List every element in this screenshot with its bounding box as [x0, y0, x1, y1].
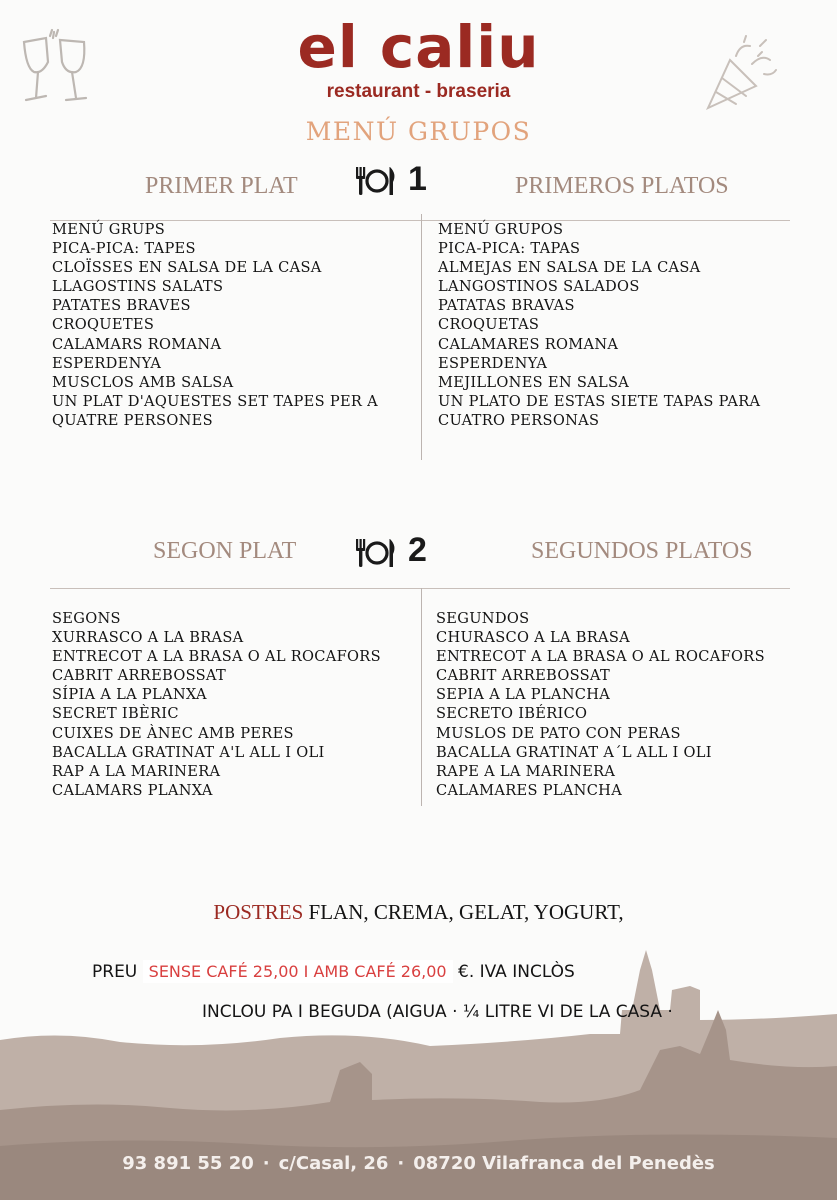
course2-number: 2 [408, 531, 427, 569]
course1-number: 1 [408, 160, 427, 198]
menu-item: LANGOSTINOS SALADOS [438, 278, 640, 296]
price-prefix: PREU [92, 962, 138, 982]
menu-item: CALAMARES ROMANA [438, 335, 619, 353]
menu-item: PICA-PICA: TAPES [52, 240, 196, 258]
menu-item: CUATRO PERSONAS [438, 411, 600, 429]
menu-item: RAPE A LA MARINERA [436, 762, 616, 780]
menu-item: MUSCLOS AMB SALSA [52, 373, 234, 391]
menu-item: CUIXES DE ÀNEC AMB PERES [52, 724, 294, 742]
course2-heading-ca: SEGON PLAT [153, 538, 297, 564]
menu-item: CALAMARS PLANXA [52, 781, 213, 799]
course1-column-divider [421, 214, 422, 460]
menu-item: PICA-PICA: TAPAS [438, 240, 581, 258]
desserts-label: POSTRES [213, 900, 304, 924]
price-suffix: €. IVA INCLÒS [458, 962, 575, 982]
course2-list-ca [52, 609, 381, 800]
menu-item: QUATRE PERSONES [52, 411, 213, 429]
menu-item: CHURASCO A LA BRASA [436, 629, 631, 647]
menu-item: MENÚ GRUPS [52, 221, 166, 238]
menu-item: ESPERDENYA [438, 354, 548, 372]
menu-item: RAP A LA MARINERA [52, 762, 221, 780]
brand-subtitle: restaurant - braseria [326, 81, 511, 102]
menu-item: UN PLAT D'AQUESTES SET TAPES PER A [52, 392, 378, 410]
menu-item: SEGUNDOS [436, 610, 530, 627]
footer-city: 08720 Vilafranca del Penedès [413, 1153, 715, 1174]
menu-item: BACALLA GRATINAT A'L ALL I OLI [52, 743, 325, 761]
menu-item: SÍPIA A LA PLANXA [52, 686, 207, 704]
course1-list-es [438, 220, 760, 430]
menu-title: MENÚ GRUPOS [305, 117, 532, 146]
price-line [92, 962, 575, 982]
menu-item: MEJILLONES EN SALSA [438, 373, 630, 391]
footer-separator: · [397, 1153, 405, 1174]
menu-item: CALAMARS ROMANA [52, 335, 222, 353]
price-highlight: SENSE CAFÉ 25,00 I AMB CAFÉ 26,00 [143, 960, 453, 983]
menu-item: PATATAS BRAVAS [438, 297, 575, 315]
footer-phone: 93 891 55 20 [122, 1153, 254, 1174]
course1-heading-ca: PRIMER PLAT [145, 173, 298, 199]
menu-item: ALMEJAS EN SALSA DE LA CASA [438, 259, 701, 277]
course2-list-es [436, 609, 765, 800]
menu-item: CABRIT ARREBOSSAT [436, 667, 610, 685]
menu-item: CALAMARES PLANCHA [436, 781, 623, 799]
fork-plate-knife-icon [354, 164, 400, 198]
course1-list-ca [52, 220, 378, 430]
desserts-line [0, 900, 837, 925]
menu-item: ENTRECOT A LA BRASA O AL ROCAFORS [52, 648, 381, 666]
desserts-text: FLAN, CREMA, GELAT, YOGURT, [303, 900, 624, 924]
menu-item: LLAGOSTINS SALATS [52, 278, 224, 296]
menu-item: SECRETO IBÉRICO [436, 705, 588, 723]
menu-item: MUSLOS DE PATO CON PERAS [436, 724, 681, 742]
footer-separator: · [262, 1153, 270, 1174]
menu-item: CLOÏSSES EN SALSA DE LA CASA [52, 259, 322, 277]
brand-logo: el caliu [297, 13, 540, 81]
fork-plate-knife-icon [354, 536, 400, 570]
price-includes: INCLOU PA I BEGUDA (AIGUA · ¼ LITRE VI DE LA CASA · [202, 1002, 673, 1022]
menu-item: XURRASCO A LA BRASA [52, 629, 244, 647]
course2-column-divider [421, 588, 422, 806]
menu-item: UN PLATO DE ESTAS SIETE TAPAS PARA [438, 392, 761, 410]
course1-heading-es: PRIMEROS PLATOS [515, 173, 729, 199]
menu-item: CROQUETES [52, 316, 155, 334]
course2-heading-es: SEGUNDOS PLATOS [531, 538, 753, 564]
menu-item: SEPIA A LA PLANCHA [436, 686, 611, 704]
menu-item: ESPERDENYA [52, 354, 162, 372]
menu-item: CABRIT ARREBOSSAT [52, 667, 226, 685]
menu-item: MENÚ GRUPOS [438, 221, 564, 238]
menu-item: CROQUETAS [438, 316, 540, 334]
menu-item: SEGONS [52, 610, 121, 627]
menu-item: BACALLA GRATINAT A´L ALL I OLI [436, 743, 712, 761]
footer-contact [0, 1153, 837, 1174]
menu-item: ENTRECOT A LA BRASA O AL ROCAFORS [436, 648, 765, 666]
menu-item: PATATES BRAVES [52, 297, 191, 315]
course2-divider [50, 588, 790, 589]
footer-address: c/Casal, 26 [278, 1153, 389, 1174]
menu-item: SECRET IBÈRIC [52, 705, 179, 723]
